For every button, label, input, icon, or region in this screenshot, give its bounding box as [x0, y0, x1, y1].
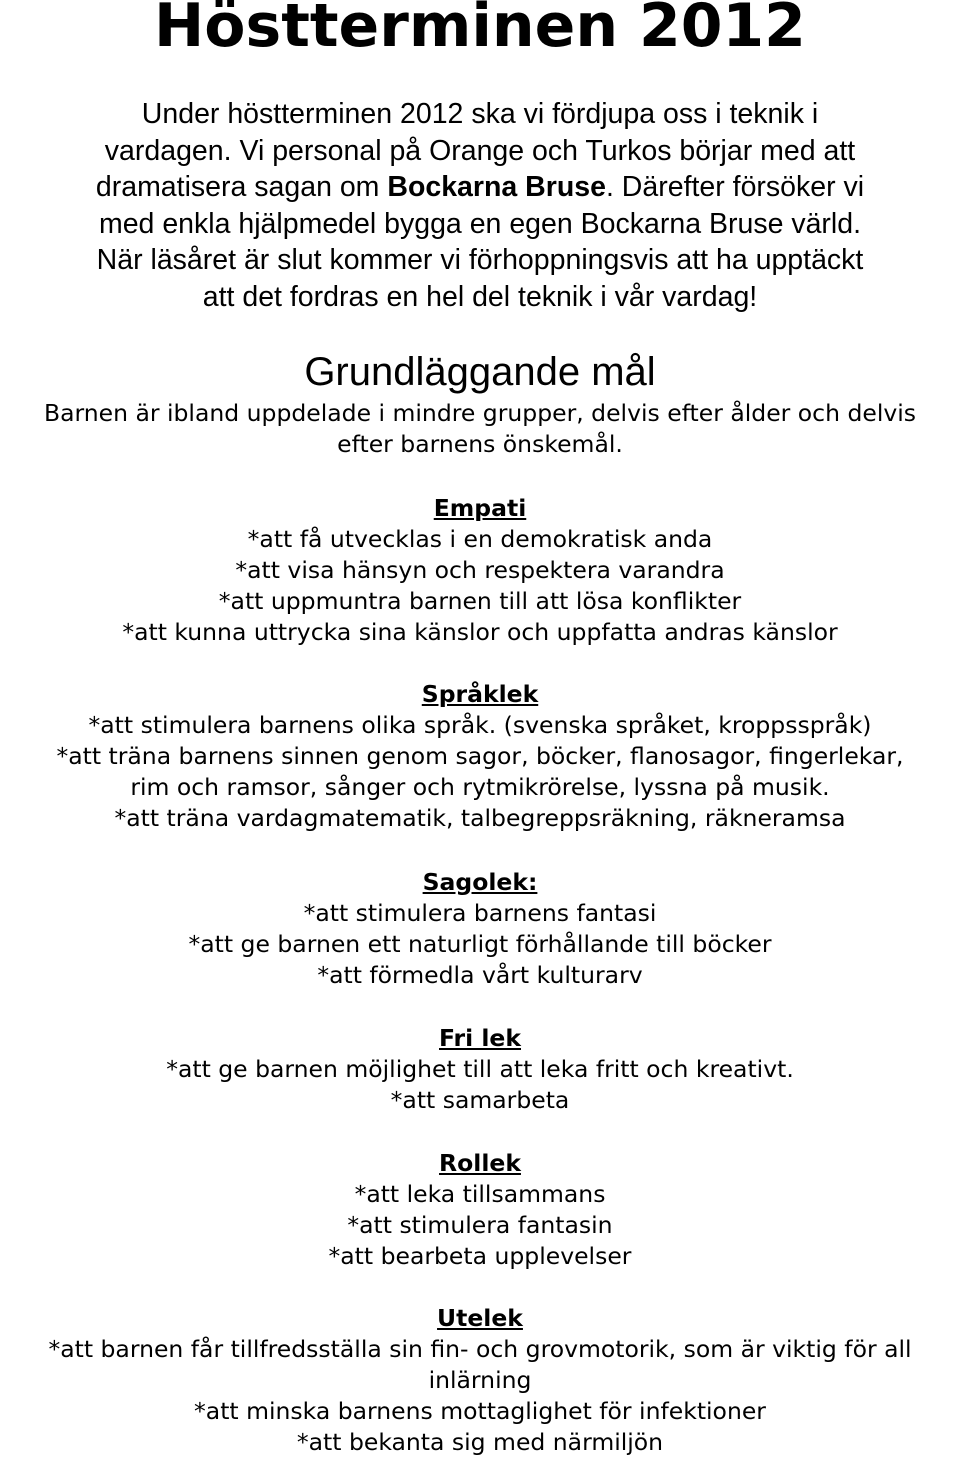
section-heading: Empati	[433, 494, 527, 522]
intro-line	[0, 169, 960, 206]
section-item: *att ge barnen möjlighet till att leka fritt och kreativt.	[166, 1055, 794, 1083]
intro-line: vardagen. Vi personal på Orange och Turkos börjar med att	[104, 134, 856, 167]
section-heading: Utelek	[437, 1304, 523, 1332]
goals-heading: Grundläggande mål	[304, 350, 656, 394]
intro-text: dramatisera sagan om	[95, 171, 388, 203]
intro-line: med enkla hjälpmedel bygga en egen Bockarna Bruse värld.	[98, 207, 862, 240]
section-heading: Språklek	[421, 680, 539, 708]
section-item: *att barnen får tillfredsställa sin fin- och grovmotorik, som är viktig för all	[48, 1335, 912, 1363]
section-heading: Fri lek	[439, 1024, 521, 1052]
section-sagolek	[0, 867, 960, 991]
intro-line: att det fordras en hel del teknik i vår vardag!	[202, 280, 758, 313]
section-item: *att förmedla vårt kulturarv	[317, 961, 643, 989]
intro-paragraph	[0, 96, 960, 315]
section-empati	[0, 493, 960, 648]
section-frilek	[0, 1023, 960, 1116]
section-heading: Rollek	[439, 1149, 521, 1177]
section-item: *att visa hänsyn och respektera varandra	[235, 556, 725, 584]
section-item: *att bearbeta upplevelser	[328, 1242, 632, 1270]
section-item: *att bekanta sig med närmiljön	[296, 1428, 664, 1456]
section-item: *att få utvecklas i en demokratisk anda	[247, 525, 713, 553]
section-item: *att träna vardagmatematik, talbegreppsräkning, räkneramsa	[114, 804, 846, 832]
section-item: *att stimulera barnens olika språk. (svenska språket, kroppsspråk)	[88, 711, 872, 739]
section-item: *att uppmuntra barnen till att lösa konflikter	[218, 587, 742, 615]
section-item: *att leka tillsammans	[354, 1180, 606, 1208]
goals-description	[0, 398, 960, 460]
intro-line: När läsåret är slut kommer vi förhoppningsvis att ha upptäckt	[96, 244, 864, 276]
section-item: *att minska barnens mottaglighet för infektioner	[194, 1397, 766, 1425]
section-item: rim och ramsor, sånger och rytmikrörelse, lyssna på musik.	[130, 773, 830, 801]
section-heading: Sagolek:	[422, 868, 538, 896]
intro-line: Under höstterminen 2012 ska vi fördjupa oss i teknik i	[141, 98, 819, 130]
story-title: Bockarna Bruse	[387, 171, 606, 203]
section-item: *att ge barnen ett naturligt förhållande till böcker	[188, 930, 772, 958]
section-item: *att stimulera barnens fantasi	[303, 899, 657, 927]
section-rollek	[0, 1148, 960, 1272]
goals-line: efter barnens önskemål.	[337, 430, 623, 458]
intro-text: . Därefter försöker vi	[605, 171, 865, 203]
section-item: *att samarbeta	[390, 1086, 570, 1114]
section-utelek	[0, 1303, 960, 1458]
section-item: *att stimulera fantasin	[347, 1211, 613, 1239]
goals-line: Barnen är ibland uppdelade i mindre grupper, delvis efter ålder och delvis	[43, 399, 917, 427]
section-item: inlärning	[428, 1366, 532, 1394]
page-title: Höstterminen 2012	[154, 0, 806, 61]
section-item: *att träna barnens sinnen genom sagor, böcker, flanosagor, fingerlekar,	[56, 742, 904, 770]
section-spraklek	[0, 679, 960, 834]
section-item: *att kunna uttrycka sina känslor och uppfatta andras känslor	[122, 618, 838, 646]
